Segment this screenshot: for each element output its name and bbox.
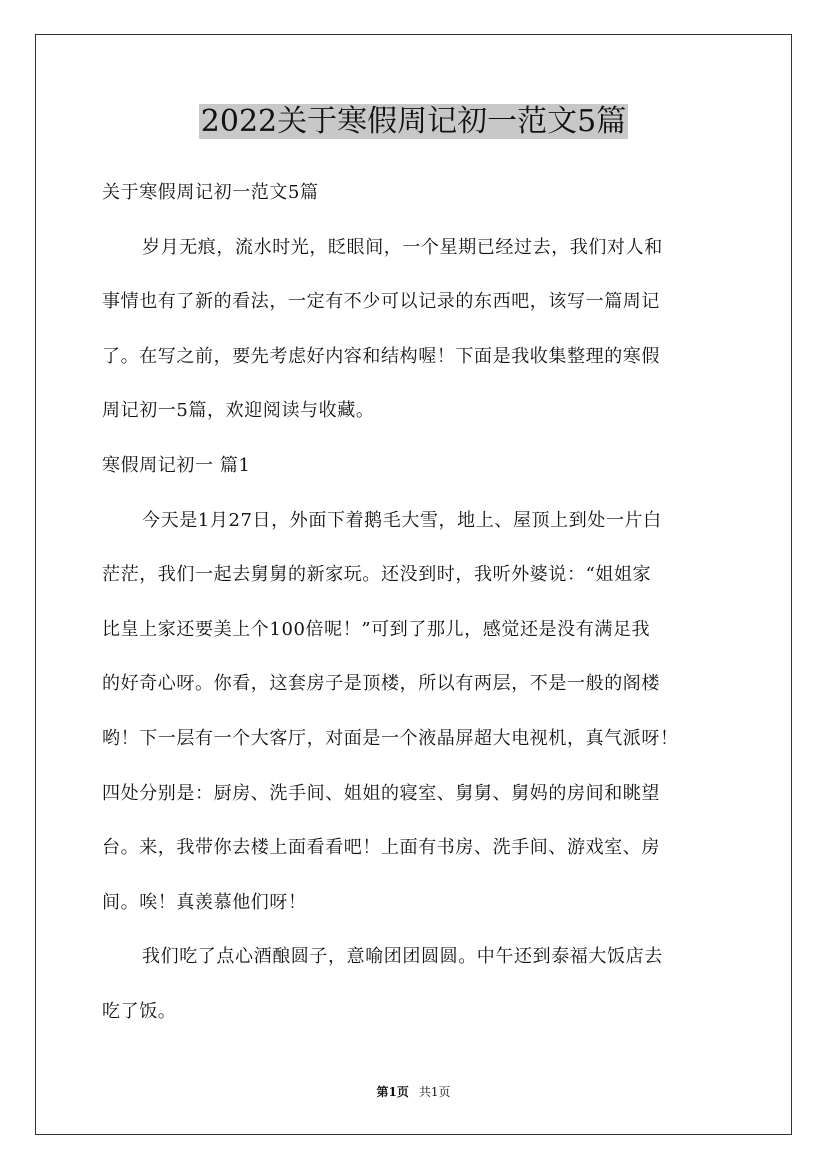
section-heading: 寒假周记初一 篇1 bbox=[102, 454, 251, 476]
paragraph-line: 茫茫，我们一起去舅舅的新家玩。还没到时，我听外婆说：“姐姐家 bbox=[102, 564, 652, 586]
paragraph-line: 我们吃了点心酒酿圆子，意喻团团圆圆。中午还到泰福大饭店去 bbox=[142, 946, 663, 968]
page-footer bbox=[0, 1083, 827, 1101]
paragraph-line: 事情也有了新的看法，一定有不少可以记录的东西吧，该写一篇周记 bbox=[102, 291, 660, 313]
document-title bbox=[0, 101, 827, 143]
page-number: 第1页 bbox=[376, 1085, 409, 1099]
document-title-text: 2022关于寒假周记初一范文5篇 bbox=[200, 104, 627, 139]
document-body bbox=[102, 166, 738, 1040]
paragraph-line: 了。在写之前，要先考虑好内容和结构喔！下面是我收集整理的寒假 bbox=[102, 345, 660, 367]
paragraph-line: 吃了饭。 bbox=[102, 1000, 177, 1022]
page-total: 共1页 bbox=[418, 1085, 451, 1099]
paragraph-line: 岁月无痕，流水时光，眨眼间，一个星期已经过去，我们对人和 bbox=[142, 236, 663, 258]
subtitle-line: 关于寒假周记初一范文5篇 bbox=[102, 182, 319, 203]
paragraph-line: 间。唉！真羡慕他们呀！ bbox=[102, 891, 307, 913]
paragraph-line: 比皇上家还要美上个100倍呢！”可到了那儿，感觉还是没有满足我 bbox=[102, 618, 651, 640]
paragraph-line: 哟！下一层有一个大客厅，对面是一个液晶屏超大电视机，真气派呀！ bbox=[102, 727, 679, 749]
paragraph-line: 台。来，我带你去楼上面看看吧！上面有书房、洗手间、游戏室、房 bbox=[102, 837, 660, 859]
paragraph-line: 周记初一5篇，欢迎阅读与收藏。 bbox=[102, 400, 375, 422]
paragraph-line: 四处分别是：厨房、洗手间、姐姐的寝室、舅舅、舅妈的房间和眺望 bbox=[102, 782, 660, 804]
paragraph-line: 今天是1月27日，外面下着鹅毛大雪，地上、屋顶上到处一片白 bbox=[142, 509, 662, 531]
paragraph-line: 的好奇心呀。你看，这套房子是顶楼，所以有两层，不是一般的阁楼 bbox=[102, 673, 660, 695]
